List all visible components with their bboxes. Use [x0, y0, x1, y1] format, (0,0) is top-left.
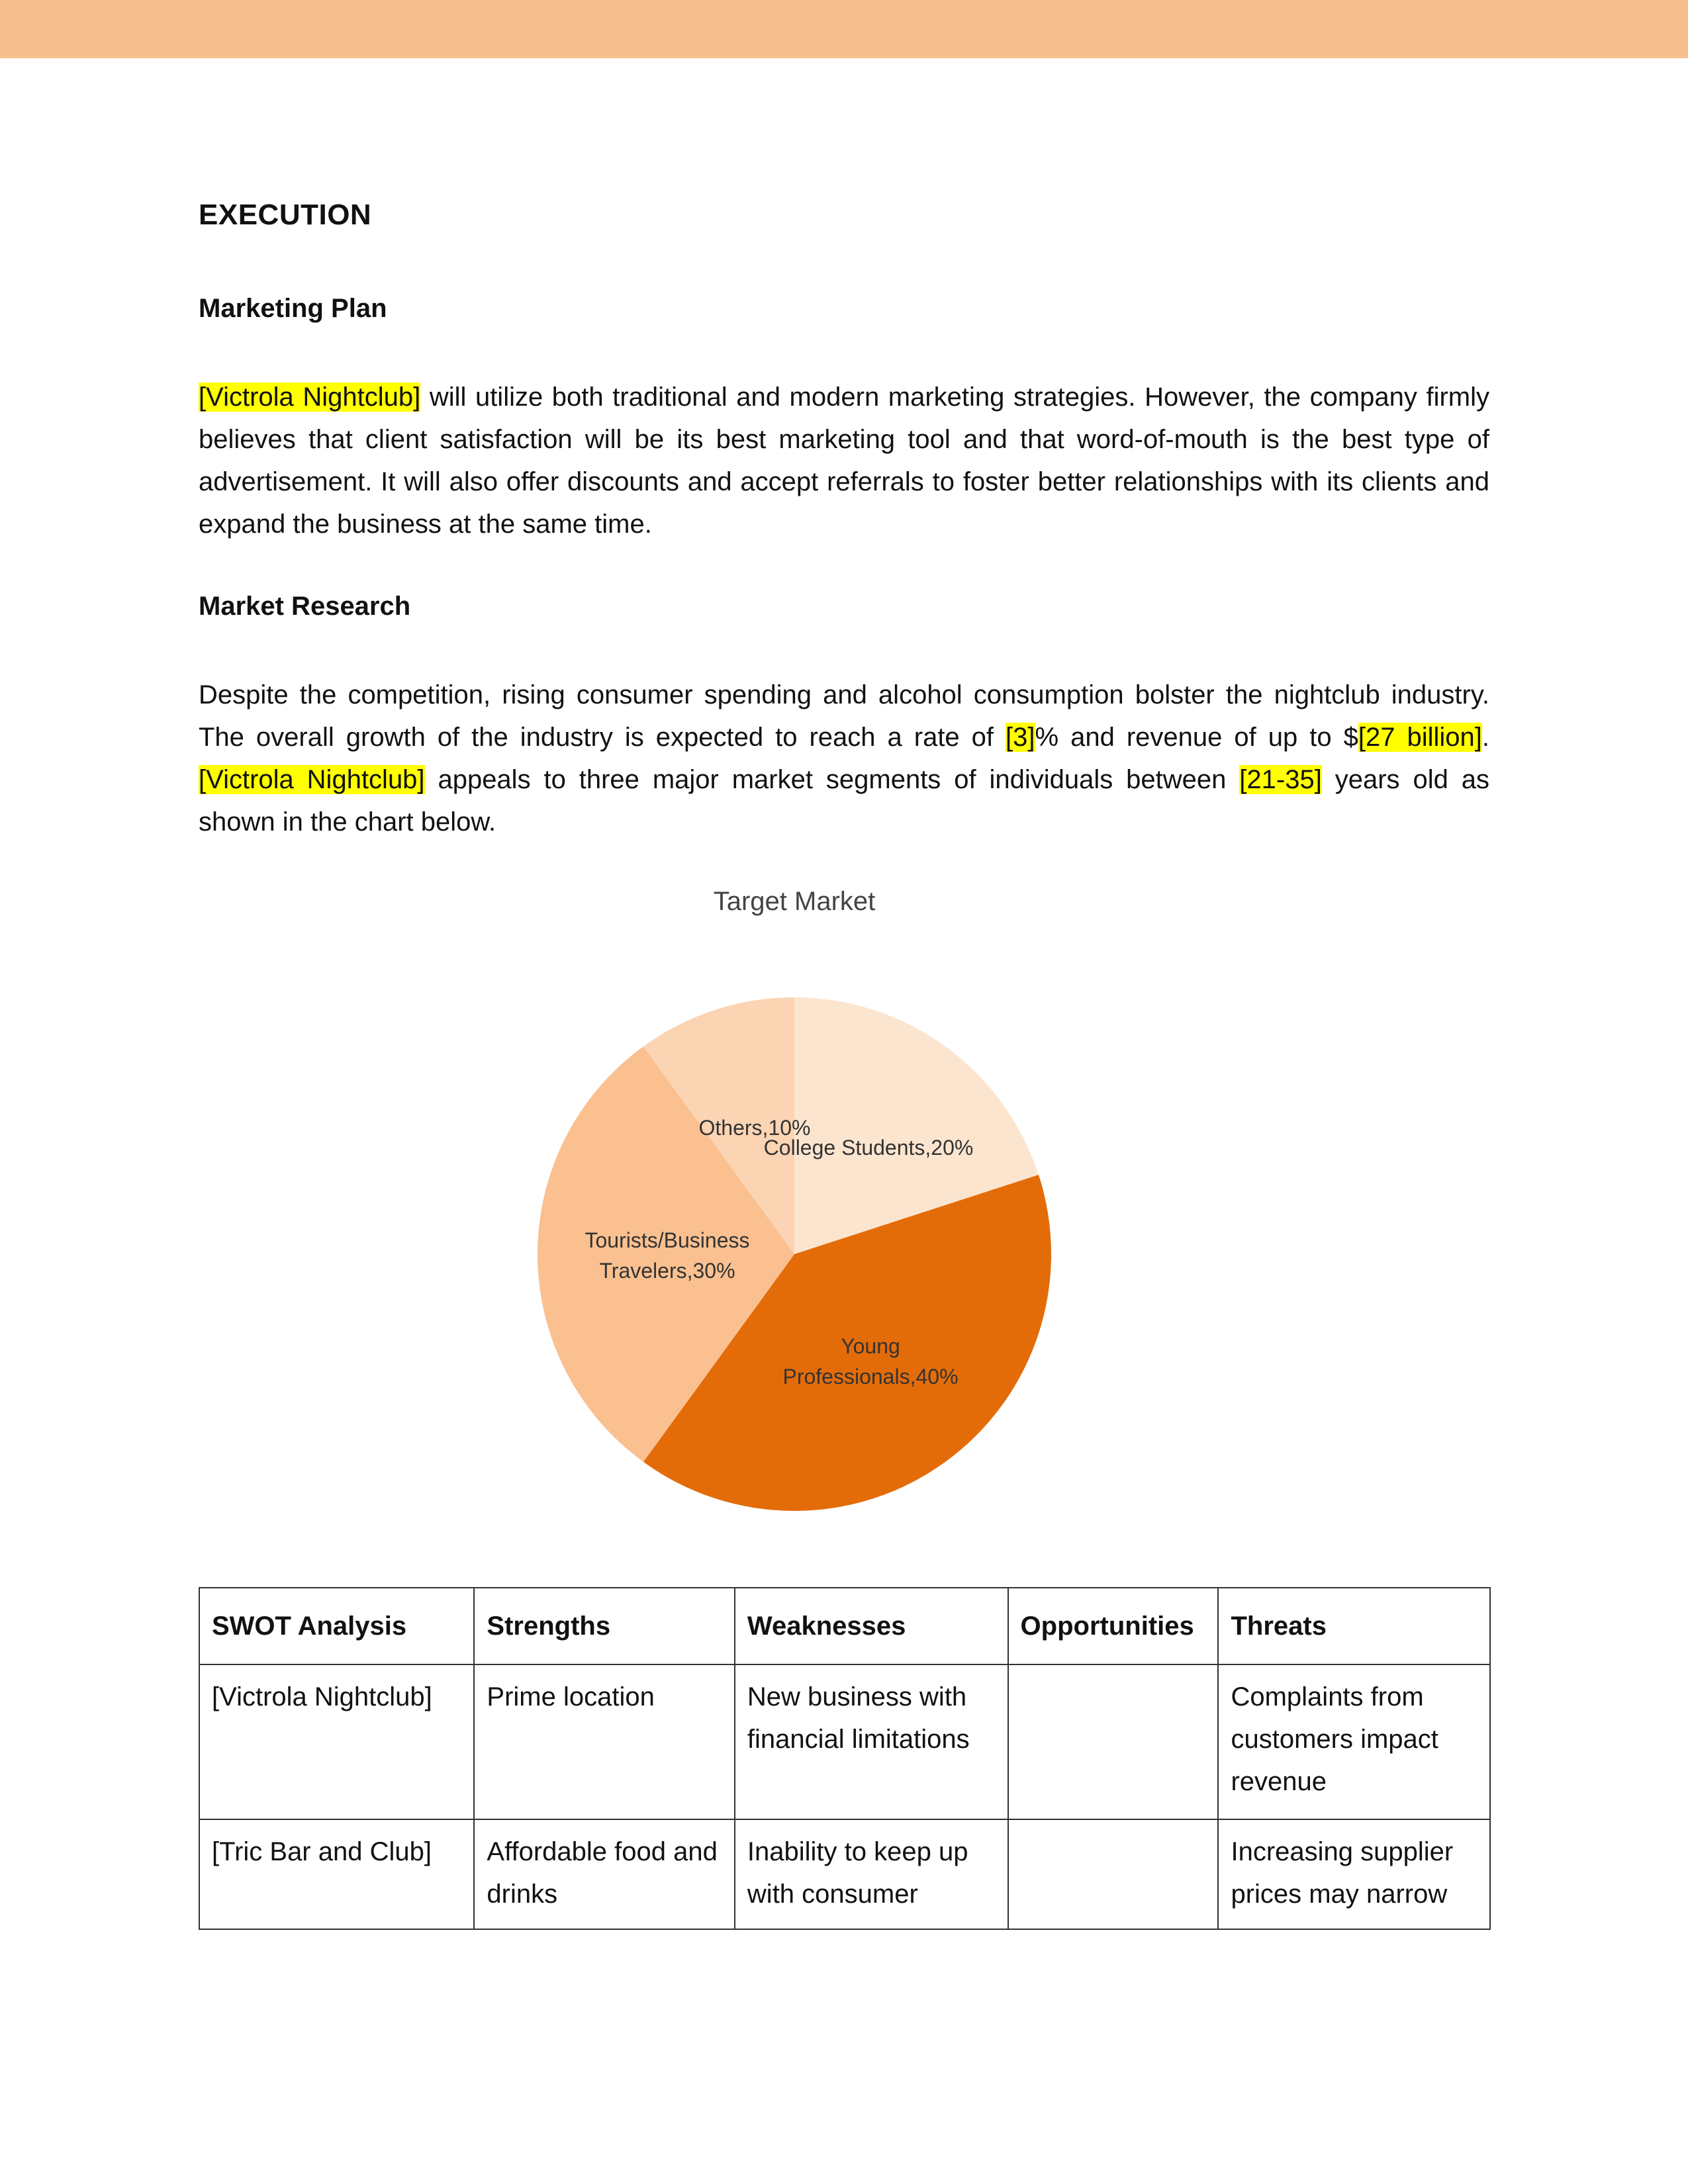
company-placeholder: [Victrola Nightclub] [199, 383, 421, 412]
swot-header-weaknesses: Weaknesses [735, 1588, 1008, 1664]
marketing-plan-text: will utilize both traditional and modern marketing strategies. However, the company firmly believes that client satisfaction will be its best marketing tool and that word-of-mouth is the best type of advertisement. It will also offer discounts and accept referrals to foster better relationships with its clients and expand the business at the same time. [199, 383, 1490, 539]
table-cell: Complaints from customers impact revenue [1218, 1664, 1490, 1819]
mr-text-4: appeals to three major market segments of individuals between [424, 765, 1240, 794]
table-cell: Increasing supplier prices may narrow [1218, 1819, 1490, 1929]
company-placeholder: [Victrola Nightclub] [199, 765, 425, 794]
age-range-placeholder: [21-35] [1239, 765, 1322, 794]
mr-text-1: Despite the competition, rising consumer spending and alcohol consumption bolster the nightclub industry. The overall growth of the industry is expected to reach a rate of [199, 680, 1489, 752]
table-cell [1008, 1664, 1219, 1819]
table-cell [1008, 1819, 1219, 1929]
growth-rate-placeholder: [3] [1006, 723, 1035, 752]
table-row [199, 1819, 1490, 1929]
header-band [0, 0, 1688, 58]
marketing-plan-heading: Marketing Plan [199, 294, 387, 323]
swot-header-threats: Threats [1218, 1588, 1490, 1664]
table-cell: Affordable food and drinks [474, 1819, 735, 1929]
swot-header-analysis: SWOT Analysis [199, 1588, 474, 1664]
pie-data-label: Others,10% [698, 1116, 811, 1140]
pie-data-label: Young Professionals,40% [782, 1334, 959, 1388]
pie-data-label: College Students,20% [763, 1136, 974, 1160]
mr-text-3: . [1481, 723, 1489, 752]
swot-header-opportunities: Opportunities [1008, 1588, 1219, 1664]
market-research-heading: Market Research [199, 592, 411, 621]
swot-header-strengths: Strengths [474, 1588, 735, 1664]
table-cell: New business with financial limitations [735, 1664, 1008, 1819]
pie-data-label: Tourists/Business Travelers,30% [585, 1228, 750, 1283]
table-cell: Prime location [474, 1664, 735, 1819]
table-cell: [Victrola Nightclub] [199, 1664, 474, 1819]
market-research-paragraph [199, 674, 1489, 843]
chart-title: Target Market [713, 887, 876, 916]
swot-header-row [199, 1588, 1490, 1664]
section-title: EXECUTION [199, 199, 372, 231]
table-row [199, 1664, 1490, 1819]
table-cell: [Tric Bar and Club] [199, 1819, 474, 1929]
table-cell: Inability to keep up with consumer [735, 1819, 1008, 1929]
marketing-plan-paragraph [199, 376, 1489, 545]
mr-text-5: years old as shown in the chart below. [199, 765, 1489, 837]
swot-table [199, 1587, 1491, 1930]
revenue-placeholder: [27 billion] [1358, 723, 1482, 752]
mr-text-2: % and revenue of up to $ [1035, 723, 1358, 752]
target-market-pie-chart [503, 880, 1165, 1529]
